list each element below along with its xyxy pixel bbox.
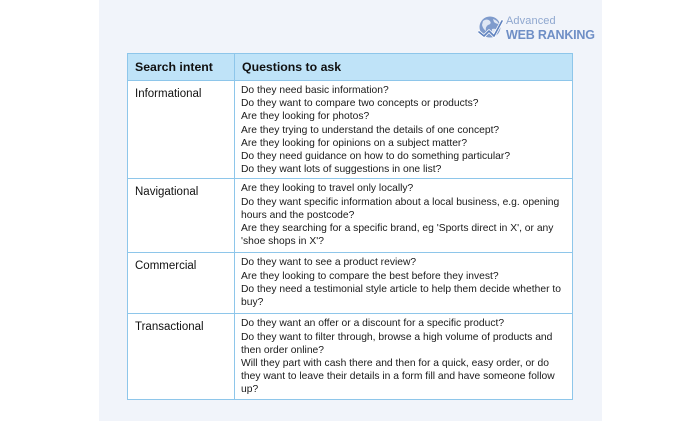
question: Do they want to filter through, browse a high volume of products and then order online? [241, 331, 553, 356]
search-intent-table [127, 53, 573, 400]
logo-text-web-ranking: WEB RANKING [506, 28, 595, 42]
table-row [128, 314, 573, 400]
questions-informational [235, 81, 573, 179]
question: Are they looking for opinions on a subject matter? [241, 137, 468, 149]
question: Do they want to compare two concepts or products? [241, 98, 479, 110]
question: Will they part with cash there and then for a quick, easy order, or do they want to leave their details in a form fill and have someone follow up? [241, 358, 555, 396]
question: Do they want specific information about a local business, e.g. opening hours and the postcode? [241, 196, 560, 221]
table-row [128, 253, 573, 314]
header-search-intent: Search intent [128, 54, 235, 81]
table-header-row [128, 54, 573, 81]
question: Do they want lots of suggestions in one list? [241, 164, 442, 176]
intent-transactional: Transactional [128, 314, 235, 400]
intent-commercial: Commercial [128, 253, 235, 314]
question: Are they searching for a specific brand, eg 'Sports direct in X', or any 'shoe shops in X'? [241, 223, 554, 248]
question: Are they looking to travel only locally? [241, 183, 414, 195]
intent-navigational: Navigational [128, 179, 235, 253]
questions-transactional [235, 314, 573, 400]
question: Do they need basic information? [241, 85, 389, 96]
globe-icon [478, 12, 504, 42]
question: Are they looking for photos? [241, 111, 370, 123]
advanced-web-ranking-logo [478, 12, 595, 46]
questions-commercial [235, 253, 573, 314]
header-questions-to-ask: Questions to ask [235, 54, 573, 81]
table-row [128, 179, 573, 253]
question: Do they want to see a product review? [241, 257, 417, 269]
intent-informational: Informational [128, 81, 235, 179]
question: Do they need guidance on how to do something particular? [241, 151, 511, 163]
table-row [128, 81, 573, 179]
question: Are they looking to compare the best before they invest? [241, 270, 499, 282]
logo-text-advanced: Advanced [506, 15, 556, 27]
questions-navigational [235, 179, 573, 253]
question: Do they want an offer or a discount for a specific product? [241, 318, 505, 330]
question: Do they need a testimonial style article to help them decide whether to buy? [241, 283, 561, 309]
question: Are they trying to understand the details of one concept? [241, 124, 500, 136]
